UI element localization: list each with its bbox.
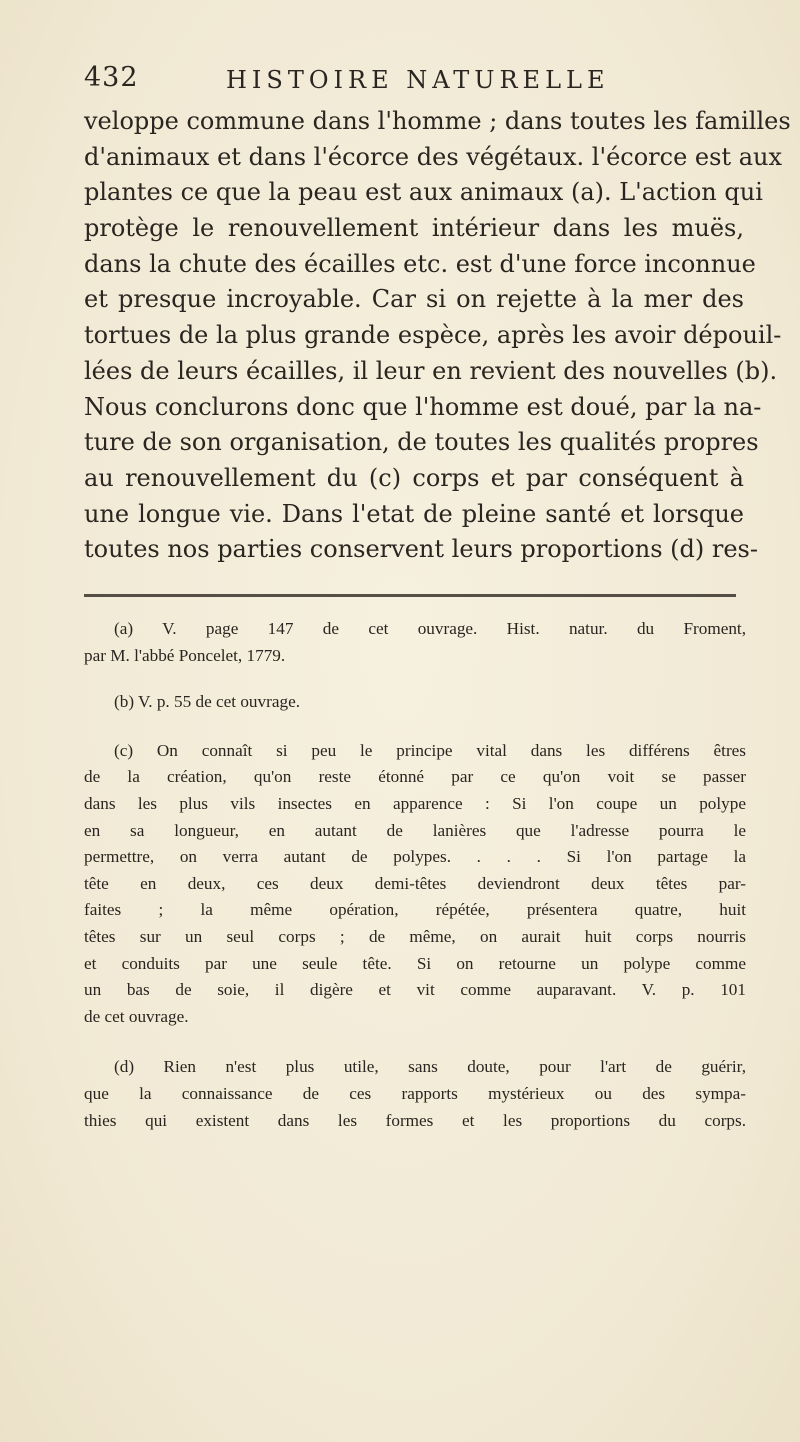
footnote-line: que la connaissance de ces rapports mystérieux ou des sympa-	[84, 1083, 746, 1103]
body-line: protège le renouvellement intérieur dans les muës,	[84, 214, 744, 243]
body-text	[84, 104, 791, 568]
body-line: plantes ce que la peau est aux animaux (a). L'action qui	[84, 178, 763, 207]
footnote-line: par M. l'abbé Poncelet, 1779.	[84, 645, 286, 665]
body-line: dans la chute des écailles etc. est d'une force inconnue	[84, 249, 756, 278]
footnote-line: dans les plus vils insectes en apparence : Si l'on coupe un polype	[84, 793, 746, 813]
footnote-line: de cet ouvrage.	[84, 1006, 189, 1026]
footnote-line: têtes sur un seul corps ; de même, on aurait huit corps nourris	[84, 926, 746, 946]
body-line: toutes nos parties conservent leurs proportions (d) res-	[84, 535, 758, 564]
footnote-line: (c) On connaît si peu le principe vital dans les différens êtres	[114, 740, 746, 760]
footnote-d	[84, 1054, 746, 1134]
body-line: veloppe commune dans l'homme ; dans toutes les familles	[84, 107, 791, 135]
footnote-b	[84, 689, 746, 716]
footnote-line: (b) V. p. 55 de cet ouvrage.	[114, 692, 300, 712]
page-header	[84, 62, 644, 98]
body-line: et presque incroyable. Car si on rejette à la mer des	[84, 285, 744, 314]
footnote-line: (a) V. page 147 de cet ouvrage. Hist. natur. du Froment,	[114, 619, 746, 638]
footnote-line: un bas de soie, il digère et vit comme auparavant. V. p. 101	[84, 980, 746, 1000]
running-title: HISTOIRE NATURELLE	[226, 66, 610, 94]
body-line: une longue vie. Dans l'etat de pleine santé et lorsque	[84, 499, 744, 528]
footnote-line: et conduits par une seule tête. Si on retourne un polype comme	[84, 953, 746, 973]
footnote-separator-rule	[84, 594, 736, 597]
footnote-line: faites ; la même opération, répétée, présentera quatre, huit	[84, 900, 746, 920]
page-number: 432	[84, 62, 139, 93]
footnote-line: de la création, qu'on reste étonné par ce qu'on voit se passer	[84, 767, 746, 787]
body-line: au renouvellement du (c) corps et par conséquent à	[84, 463, 744, 492]
body-line: d'animaux et dans l'écorce des végétaux. l'écorce est aux	[84, 142, 783, 171]
body-line: ture de son organisation, de toutes les qualités propres	[84, 428, 759, 457]
footnote-line: thies qui existent dans les formes et les proportions du corps.	[84, 1110, 746, 1130]
footnote-a	[84, 616, 746, 669]
footnote-line: permettre, on verra autant de polypes. . . . Si l'on partage la	[84, 847, 746, 867]
body-line: lées de leurs écailles, il leur en revient des nouvelles (b).	[84, 356, 778, 385]
footnote-line: (d) Rien n'est plus utile, sans doute, pour l'art de guérir,	[114, 1057, 746, 1077]
footnotes	[84, 616, 746, 1134]
footnote-c	[84, 738, 746, 1031]
footnote-line: en sa longueur, en autant de lanières que l'adresse pourra le	[84, 820, 746, 840]
footnote-line: tête en deux, ces deux demi-têtes deviendront deux têtes par-	[84, 873, 746, 893]
body-line: Nous conclurons donc que l'homme est doué, par la na-	[84, 392, 762, 421]
body-line: tortues de la plus grande espèce, après les avoir dépouil-	[84, 321, 782, 350]
